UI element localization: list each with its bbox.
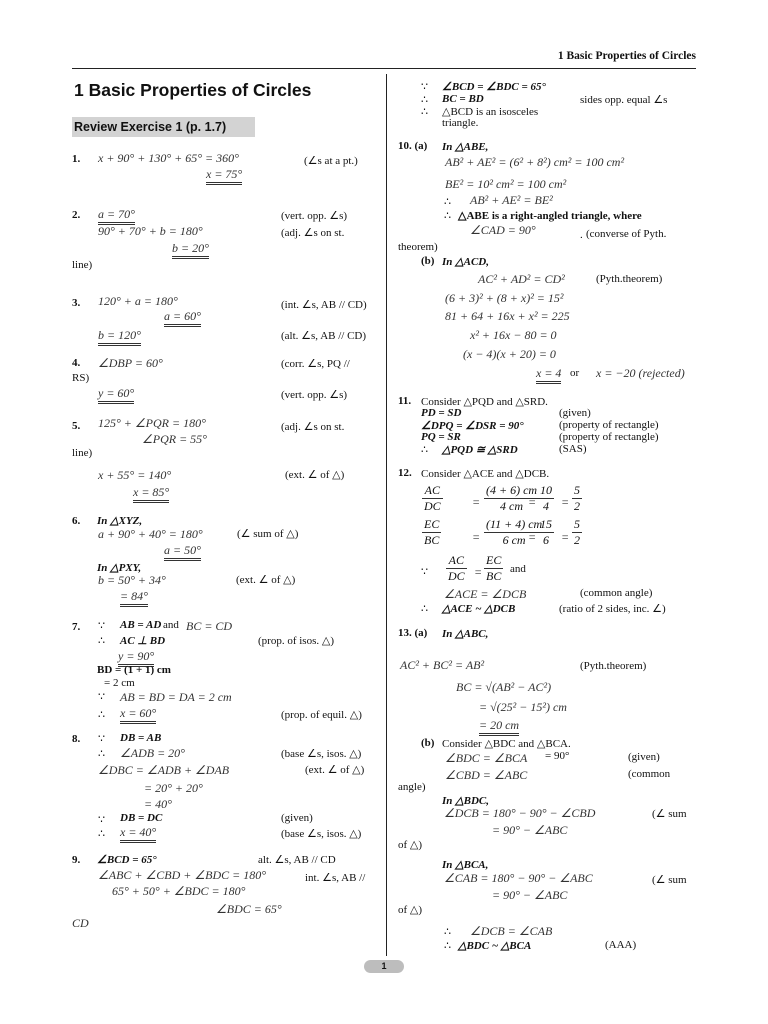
left-text-line: (prop. of isos. △) [258,635,334,647]
fraction-numerator: EC [486,553,502,567]
right-text-line: △ACE ~ △DCB [442,603,516,615]
fraction-denominator: BC [424,533,440,547]
left-text-line: line) [72,447,93,459]
left-text-line: In △XYZ, [97,515,143,527]
left-text-line: BD = (1 + 1) cm [97,664,171,676]
left-text-line: ∠ADB = 20° [120,746,185,760]
right-text-line: ∠DPQ = ∠DSR = 90° [421,420,524,432]
left-text-line: 3. [72,297,81,309]
right-text-line: ∴ [444,196,451,208]
right-text-line: ∴ [444,926,451,938]
section-heading: Review Exercise 1 (p. 1.7) [72,117,255,137]
right-text-line: 10. (a) [398,140,428,152]
right-text-line: (property of rectangle) [559,419,659,431]
left-text-line: 6. [72,515,81,527]
right-text-line: ∴ [421,444,428,456]
right-text-line: (common [628,768,671,780]
left-text-line: 7. [72,621,81,633]
right-text-line: BC = BD [442,93,484,105]
header-rule [72,68,696,69]
right-text-line: △BDC ~ △BCA [458,940,532,952]
fraction [422,517,441,548]
fraction-numerator: 10 [540,483,552,497]
left-text-line: (adj. ∠s on st. [281,227,345,239]
left-text-line: ∵ [98,620,105,632]
fraction-numerator: (4 + 6) cm [486,483,538,497]
left-text-line: 4. [72,357,81,369]
right-text-line: 12. [398,467,412,479]
left-text-line: b = 120° [98,328,141,346]
page-number: 1 [364,960,404,973]
right-text-line: or [570,367,580,379]
fraction [538,517,554,548]
fraction-numerator: 5 [574,517,580,531]
right-text-line: (SAS) [559,443,587,455]
left-text-line: ∠DBC = ∠ADB + ∠DAB [98,763,230,777]
left-text-line: RS) [72,372,90,384]
right-text-line: of △) [398,839,423,851]
right-text-line: In △ABE, [442,141,489,153]
left-text-line: BC = CD [186,619,233,633]
right-text-line: = 90° − ∠ABC [492,823,568,837]
right-text-line: Consider △PQD and △SRD. [421,396,548,408]
fraction-denominator: 6 [543,533,549,547]
right-text-line: Consider △BDC and △BCA. [442,738,571,750]
right-text-line: (x − 4)(x + 20) = 0 [463,347,556,361]
right-text-line: (b) [421,737,435,749]
right-text-line: ∴ [444,940,451,952]
left-text-line: AB = BD = DA = 2 cm [120,690,232,704]
left-text-line: 8. [72,733,81,745]
right-text-line: x = 4 [536,366,561,384]
left-text-line: ∴ [98,748,105,760]
left-text-line: = 2 cm [104,677,135,689]
right-text-line: = 20 cm [479,718,519,736]
right-text-line: ∵ [421,566,428,578]
left-text-line: x + 55° = 140° [98,468,172,482]
right-text-line: = 90° [545,750,570,762]
fraction-denominator: DC [424,499,441,513]
left-text-line: = 84° [120,589,148,607]
left-text-line: (corr. ∠s, PQ // [281,358,350,370]
left-text-line: (base ∠s, isos. △) [281,828,362,840]
left-text-line: (int. ∠s, AB // CD) [281,299,367,311]
fraction-denominator: BC [486,569,502,583]
left-text-line: ∴ [98,709,105,721]
right-text-line: ∠CAB = 180° − 90° − ∠ABC [444,871,593,885]
left-text-line: x = 75° [206,167,242,185]
right-text-line: triangle. [442,117,479,129]
left-text-line: AB = AD [120,619,162,631]
left-text-line: 65° + 50° + ∠BDC = 180° [112,884,246,898]
left-text-line: 5. [72,420,81,432]
right-text-line: and [510,563,526,575]
left-text-line: DB = DC [120,812,163,824]
left-text-line: alt. ∠s, AB // CD [258,854,336,866]
left-text-line: ∵ [98,733,105,745]
right-text-line: △ABE is a right-angled triangle, where [458,210,642,222]
left-text-line: a = 50° [164,543,201,561]
left-text-line: 120° + a = 180° [98,294,178,308]
left-text-line: CD [72,916,89,930]
fraction [446,553,467,584]
right-text-line: AC² + BC² = AB² [400,658,485,672]
left-text-line: (ext. ∠ of △) [236,574,296,586]
fraction [422,483,443,514]
left-text-line: 1. [72,153,81,165]
right-text-line: of △) [398,904,423,916]
right-text-line: △PQD ≅ △SRD [442,444,518,456]
fraction-denominator: 4 [543,499,549,513]
right-text-line: (Pyth.theorem) [596,273,663,285]
right-text-line: ∴ [444,210,451,222]
left-text-line: (prop. of equil. △) [281,709,362,721]
right-text-line: ∴ [421,94,428,106]
running-header: 1 Basic Properties of Circles [557,50,696,62]
right-text-line: (given) [628,751,660,763]
fraction-denominator: 6 cm [502,533,526,547]
right-text-line: (given) [559,407,591,419]
fraction [538,483,554,514]
right-text-line: 81 + 64 + 16x + x² = 225 [445,309,570,323]
fraction [484,553,503,584]
left-text-line: (adj. ∠s on st. [281,421,345,433]
right-text-line: theorem) [398,241,438,253]
left-text-line: x = 85° [133,485,169,503]
fraction [572,483,582,514]
left-text-line: (alt. ∠s, AB // CD) [281,330,367,342]
right-text-line: (∠ sum [652,808,687,820]
right-text-line: AB² + AE² = (6² + 8²) cm² = 100 cm² [445,155,625,169]
left-text-line: int. ∠s, AB // [305,872,366,884]
right-text-line: PD = SD [421,407,462,419]
equals-sign: = [561,530,570,544]
left-text-line: 125° + ∠PQR = 180° [98,416,206,430]
right-text-line: ∠DCB = 180° − 90° − ∠CBD [444,806,596,820]
left-text-line: ∠DBP = 60° [98,356,163,370]
left-text-line: DB = AB [120,732,162,744]
left-text-line: x = 40° [120,825,156,843]
equals-sign: = [561,495,570,509]
right-text-line: (converse of Pyth. [586,228,667,240]
right-text-line: (ratio of 2 sides, inc. ∠) [559,603,666,615]
right-text-line: . [580,229,583,241]
left-text-line: ∵ [98,814,105,826]
left-text-line: a = 60° [164,309,201,327]
right-text-line: (common angle) [580,587,653,599]
right-text-line: In △BDC, [442,795,489,807]
left-text-line: a = 70° [98,207,135,225]
left-text-line: y = 90° [118,649,154,667]
right-text-line: ∠ACE = ∠DCB [444,587,527,601]
left-text-line: ∴ [98,828,105,840]
right-text-line: BC = √(AB² − AC²) [456,680,552,694]
right-text-line: ∵ [421,81,428,93]
equals-sign: = [528,530,537,544]
left-text-line: ∵ [98,691,105,703]
right-text-line: ∴ [421,603,428,615]
equals-sign: = [528,495,537,509]
right-text-line: 11. [398,395,412,407]
fraction-numerator: AC [422,483,443,499]
left-text-line: (base ∠s, isos. △) [281,748,362,760]
left-text-line: 2. [72,209,81,221]
left-text-line: = 20° + 20° [144,781,203,795]
left-text-line: AC ⊥ BD [120,635,166,647]
fraction-numerator: EC [424,517,440,531]
right-text-line: In △ABC, [442,628,489,640]
fraction-denominator: 4 cm [500,499,524,513]
left-text-line: (given) [281,812,313,824]
left-text-line: ∠BDC = 65° [216,902,282,916]
right-text-line: x = −20 (rejected) [596,366,685,380]
left-text-line: 9. [72,854,81,866]
right-text-line: (AAA) [605,939,637,951]
left-text-line: (ext. ∠ of △) [305,764,365,776]
fraction-denominator: DC [448,569,465,583]
fraction-numerator: 15 [540,517,552,531]
right-text-line: = √(25² − 15²) cm [479,700,567,714]
right-text-line: PQ = SR [421,431,461,443]
right-text-line: angle) [398,781,426,793]
left-text-line: (vert. opp. ∠s) [281,389,348,401]
left-text-line: x = 60° [120,706,156,724]
right-text-line: ∠CBD = ∠ABC [445,768,528,782]
right-text-line: ∠CAD = 90° [470,223,536,237]
fraction-numerator: (11 + 4) cm [486,517,543,531]
left-text-line: a + 90° + 40° = 180° [98,527,203,541]
fraction-numerator: AC [446,553,467,569]
column-divider [386,74,387,956]
right-text-line: ∠BDC = ∠BCA [445,751,528,765]
right-text-line: ∠DCB = ∠CAB [470,924,553,938]
right-text-line: sides opp. equal ∠s [580,94,668,106]
right-text-line: 13. (a) [398,627,428,639]
left-text-line: b = 50° + 34° [98,573,166,587]
right-text-line: (property of rectangle) [559,431,659,443]
left-text-line: = 40° [144,797,172,811]
left-text-line: y = 60° [98,386,134,404]
left-text-line: ∠BCD = 65° [97,854,157,866]
right-text-line: (6 + 3)² + (8 + x)² = 15² [445,291,564,305]
fraction-denominator: 2 [574,533,580,547]
right-text-line: AB² + AE² = BE² [470,193,553,207]
right-text-line: x² + 16x − 80 = 0 [470,328,557,342]
left-text-line: ∠PQR = 55° [142,432,207,446]
equals-sign: = [474,565,483,579]
right-text-line: AC² + AD² = CD² [478,272,565,286]
left-text-line: (∠ sum of △) [237,528,299,540]
right-text-line: (Pyth.theorem) [580,660,647,672]
right-text-line: Consider △ACE and △DCB. [421,468,550,480]
fraction-numerator: 5 [574,483,580,497]
equals-sign: = [472,495,481,509]
right-text-line: In △BCA, [442,859,489,871]
equals-sign: = [472,530,481,544]
right-text-line: ∴ [421,106,428,118]
right-text-line: In △ACD, [442,256,489,268]
left-text-line: In △PXY, [97,562,142,574]
right-text-line: = 90° − ∠ABC [492,888,568,902]
left-text-line: x + 90° + 130° + 65° = 360° [98,151,239,165]
left-text-line: ∠ABC + ∠CBD + ∠BDC = 180° [98,868,267,882]
fraction [572,517,582,548]
fraction-denominator: 2 [574,499,580,513]
left-text-line: (vert. opp. ∠s) [281,210,348,222]
right-text-line: (∠ sum [652,874,687,886]
left-text-line: 90° + 70° + b = 180° [98,224,203,238]
left-text-line: (∠s at a pt.) [304,155,358,167]
left-text-line: ∴ [98,635,105,647]
right-text-line: (b) [421,255,435,267]
left-text-line: line) [72,259,93,271]
left-text-line: and [163,619,179,631]
right-text-line: ∠BCD = ∠BDC = 65° [442,81,546,93]
left-text-line: (ext. ∠ of △) [285,469,345,481]
right-text-line: BE² = 10² cm² = 100 cm² [445,177,567,191]
left-text-line: b = 20° [172,241,209,259]
right-text-line: △BCD is an isosceles [442,106,539,118]
page-title: 1 Basic Properties of Circles [74,80,312,100]
